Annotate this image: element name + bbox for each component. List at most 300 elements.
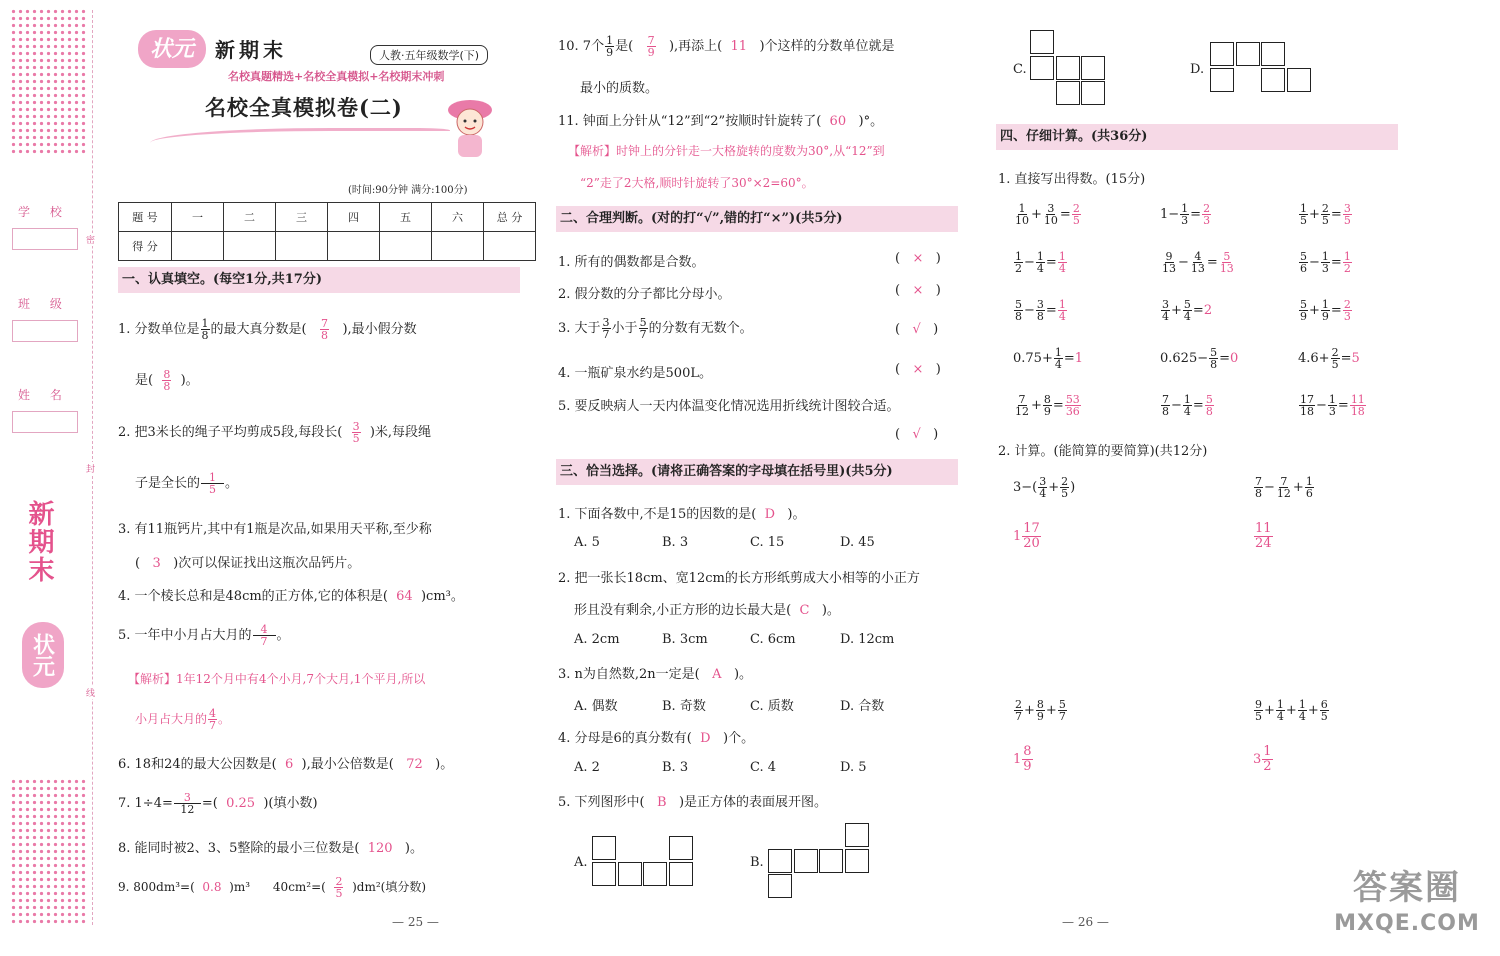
s3-q2-opt-a[interactable]: A. 2cm xyxy=(574,632,620,647)
answer-mark: × xyxy=(912,283,924,298)
side-school-box[interactable] xyxy=(12,228,78,250)
fraction xyxy=(201,318,210,341)
operator: + xyxy=(1309,303,1320,318)
s3-q4-opt-c[interactable]: C. 4 xyxy=(750,760,777,775)
net-c-label: C. xyxy=(1013,62,1027,77)
den: 8 xyxy=(1210,358,1218,371)
score-input[interactable] xyxy=(172,232,224,261)
operator: + xyxy=(1309,207,1320,222)
score-cell: 三 xyxy=(276,203,328,232)
s3-q4-opt-a[interactable]: A. 2 xyxy=(574,760,600,775)
den: 13 xyxy=(1190,262,1205,275)
den: 36 xyxy=(1065,405,1080,418)
s2-mark-2: ( × ) xyxy=(895,283,941,298)
s3-q3-opt-d[interactable]: D. 合数 xyxy=(840,699,885,714)
den: 6 xyxy=(1305,487,1313,500)
s3-q1 xyxy=(558,503,805,522)
num: 1 xyxy=(1058,250,1066,263)
brand-text: 状元 xyxy=(149,36,194,62)
text: 5. 一年中小月占大月的 xyxy=(118,628,252,643)
score-input[interactable] xyxy=(380,232,432,261)
operator: − xyxy=(1309,255,1320,270)
answer-fraction xyxy=(1072,203,1081,226)
answer: 0.25 xyxy=(226,796,256,811)
s3-q3-opt-b[interactable]: B. 奇数 xyxy=(662,699,706,714)
side-name-box[interactable] xyxy=(12,411,78,433)
s2-item-2: 2. 假分数的分子都比分母小。 xyxy=(558,287,731,302)
score-input[interactable] xyxy=(484,232,536,261)
text: 4. 一个棱长总和是48cm的正方体,它的体积是( xyxy=(118,589,388,604)
net-a-figure[interactable] xyxy=(592,836,702,890)
answer: 11 xyxy=(730,39,748,54)
num: 5 xyxy=(1300,250,1307,263)
text: 5. 下列图形中( xyxy=(558,795,645,810)
seal-mark-3: 线 xyxy=(86,686,95,699)
answer: 72 xyxy=(406,757,423,772)
num: 4 xyxy=(253,624,276,636)
operator: − xyxy=(1316,398,1327,413)
watermark xyxy=(1322,866,1492,950)
s1-q6 xyxy=(118,753,453,772)
expr-4-answer xyxy=(1253,745,1274,774)
s3-q4-opt-b[interactable]: B. 3 xyxy=(662,760,689,775)
answer: 5 xyxy=(1351,351,1360,366)
decor-dots-top xyxy=(10,8,88,154)
den: 10 xyxy=(1043,214,1058,227)
text: 小月占大月的 xyxy=(135,712,208,726)
seal-mark-2: 封 xyxy=(86,462,95,475)
text: )。 xyxy=(821,603,840,618)
s1-q5-explanation-line1: 【解析】1年12个月中有4个小月,7个大月,1个平月,所以 xyxy=(128,672,426,686)
den: 4 xyxy=(1058,262,1066,275)
s2-item-4: 4. 一瓶矿泉水约是500L。 xyxy=(558,366,712,381)
den: 4 xyxy=(1298,710,1306,723)
answer-fraction xyxy=(1254,522,1273,551)
den: 3 xyxy=(1343,310,1351,323)
den: 8 xyxy=(1015,310,1022,323)
num: 3 xyxy=(1036,298,1044,311)
num: 2 xyxy=(1072,202,1080,215)
fraction xyxy=(1036,299,1045,322)
score-cell: 六 xyxy=(432,203,484,232)
answer: C xyxy=(799,603,810,618)
answer-fraction xyxy=(1202,203,1211,226)
den: 7 xyxy=(639,328,647,341)
s3-q4 xyxy=(558,727,754,746)
fraction xyxy=(1183,394,1192,417)
calc-item: 1− $\frac{1}{3}$ = $\frac{2}{3}$ xyxy=(1160,202,1211,227)
s1-q11-explanation-line1: 【解析】时钟上的分针走一大格旋转的度数为30°,从“12”到 xyxy=(568,144,885,158)
s3-q1-opt-a[interactable]: A. 5 xyxy=(574,535,600,550)
num: 1 xyxy=(201,317,209,330)
den: 7 xyxy=(1015,710,1022,723)
den: 2 xyxy=(1015,262,1022,275)
num: 1 xyxy=(201,472,224,484)
text: 是( xyxy=(135,373,154,388)
fraction xyxy=(1305,476,1314,499)
calc-item: $\frac{3}{4}$ + $\frac{5}{4}$ =2 xyxy=(1162,298,1213,323)
operator: − xyxy=(1024,255,1035,270)
score-cell: 二 xyxy=(224,203,276,232)
fraction xyxy=(1058,699,1067,722)
fraction xyxy=(639,317,648,340)
score-table-header-row xyxy=(119,203,536,232)
fraction xyxy=(1060,476,1069,499)
num: 1 xyxy=(1321,250,1329,263)
den: 13 xyxy=(1162,262,1176,275)
den: 3 xyxy=(1321,262,1329,275)
num: 1 xyxy=(1328,393,1336,406)
fraction xyxy=(1036,699,1045,722)
fraction xyxy=(1298,699,1307,722)
score-input[interactable] xyxy=(224,232,276,261)
num: 2 xyxy=(1015,698,1022,711)
score-cell: 总 分 xyxy=(484,203,536,232)
s2-item-1: 1. 所有的偶数都是合数。 xyxy=(558,255,705,270)
s1-q8 xyxy=(118,837,423,856)
text: 40cm²=( xyxy=(272,880,326,894)
answer-fraction xyxy=(1022,745,1032,774)
s1-q2-line1 xyxy=(118,421,431,444)
fraction xyxy=(1321,251,1330,274)
answer: 120 xyxy=(367,841,393,856)
den: 5 xyxy=(352,432,360,445)
net-c-figure[interactable] xyxy=(1030,30,1110,110)
expr-2-answer xyxy=(1253,522,1274,551)
num: 7 xyxy=(1255,475,1262,488)
calc-item: $\frac{7}{8}$ − $\frac{1}{4}$ = $\frac{5}{8}$ xyxy=(1162,393,1213,418)
num: 8 xyxy=(1023,744,1032,759)
answer: D xyxy=(700,731,711,746)
text: 3−( xyxy=(1013,480,1038,495)
s3-q1-opt-d[interactable]: D. 45 xyxy=(840,535,875,550)
side-class-label: 班 级 xyxy=(18,297,70,311)
text: 的最大真分数是( xyxy=(210,322,307,337)
den: 8 xyxy=(1162,405,1169,418)
calc-item: $\frac{1}{10}$ + $\frac{3}{10}$ = $\frac{2}{5}$ xyxy=(1015,202,1080,227)
s1-q1-line1 xyxy=(118,318,417,341)
text: )。 xyxy=(733,667,753,682)
time-info: (时间:90分钟 满分:100分) xyxy=(348,185,468,196)
den: 4 xyxy=(1183,405,1191,418)
calc-item: $\frac{9}{13}$ − $\frac{4}{13}$ = $\frac{5}{13}$ xyxy=(1162,250,1234,275)
text: 6. 18和24的最大公因数是( xyxy=(118,757,277,772)
net-b-label: B. xyxy=(750,855,764,870)
num: 17 xyxy=(1023,521,1040,536)
fraction xyxy=(1254,476,1263,499)
score-input[interactable] xyxy=(432,232,484,261)
answer-mark: × xyxy=(912,362,924,377)
num: 2 xyxy=(1331,346,1339,359)
fraction xyxy=(1161,394,1170,417)
answer-fraction xyxy=(1058,299,1067,322)
section-3-title: 三、恰当选择。(请将正确答案的字母填在括号里)(共5分) xyxy=(556,459,958,485)
s1-q11-explanation-line2: “2”走了2大格,顺时针旋转了30°×2=60°。 xyxy=(580,176,814,190)
den: 3 xyxy=(1328,405,1336,418)
den: 8 xyxy=(321,329,329,342)
text: 8. 能同时被2、3、5整除的最小三位数是( xyxy=(118,841,360,856)
num: 53 xyxy=(1065,393,1080,406)
text: 10. 7个 xyxy=(558,39,605,54)
s3-q3 xyxy=(558,663,752,682)
answer-fraction-paren xyxy=(253,624,276,647)
text: =( xyxy=(201,796,218,811)
calc-item: 0.75+ $\frac{1}{4}$ =1 xyxy=(1013,346,1084,371)
text: 4.6+ xyxy=(1298,351,1330,366)
den: 5 xyxy=(1072,214,1080,227)
tagline: 名校真题精选+名校全真模拟+名校期末冲刺 xyxy=(228,70,445,83)
net-a-label: A. xyxy=(574,855,588,870)
num: 7 xyxy=(647,34,655,47)
den: 18 xyxy=(1350,405,1365,418)
s3-q3-opt-a[interactable]: A. 偶数 xyxy=(574,699,618,714)
den: 4 xyxy=(1039,487,1047,500)
answer-fraction xyxy=(1343,203,1352,226)
num: 1 xyxy=(1298,698,1306,711)
s1-q11 xyxy=(558,110,883,129)
text: ),最小假分数 xyxy=(342,322,417,337)
text: 。 xyxy=(218,712,231,726)
answer-fraction xyxy=(1219,251,1235,274)
num: 2 xyxy=(1203,202,1211,215)
answer-fraction-paren xyxy=(174,792,201,815)
den: 9 xyxy=(606,46,614,59)
s3-q2-opt-d[interactable]: D. 12cm xyxy=(840,632,895,647)
text: ),最小公倍数是( xyxy=(301,757,394,772)
seal-mark: 密 xyxy=(86,233,95,246)
den: 4 xyxy=(1183,310,1191,323)
expr-3: $\frac{2}{7}$ + $\frac{8}{9}$ + $\frac{5}{7}$ xyxy=(1015,698,1066,723)
text: 0.75+ xyxy=(1013,351,1053,366)
watermark-title: 答案圈 xyxy=(1353,868,1461,908)
answer-fraction xyxy=(1065,394,1081,417)
score-table-score-row xyxy=(119,232,536,261)
operator: + xyxy=(1031,207,1042,222)
text: 0.625− xyxy=(1160,351,1209,366)
answer-fraction xyxy=(162,369,171,392)
fraction xyxy=(1014,699,1023,722)
answer-fraction xyxy=(647,35,656,58)
den: 4 xyxy=(1276,710,1284,723)
fraction xyxy=(1190,251,1206,274)
fraction xyxy=(1321,203,1330,226)
edition-badge: 人教·五年级数学(下) xyxy=(370,45,488,65)
fraction xyxy=(1014,203,1030,226)
s3-q1-opt-b[interactable]: B. 3 xyxy=(662,535,689,550)
text: 9. 800dm³=( xyxy=(118,880,195,894)
num: 3 xyxy=(1343,202,1351,215)
text: 。 xyxy=(276,628,290,643)
num: 11 xyxy=(1350,393,1365,406)
text: )m³ xyxy=(229,880,251,894)
text: 1. 分数单位是 xyxy=(118,322,200,337)
num: 3 xyxy=(1162,298,1169,311)
den: 3 xyxy=(1181,214,1189,227)
s1-q5 xyxy=(118,624,290,647)
s3-q4-opt-d[interactable]: D. 5 xyxy=(840,760,867,775)
answer-fraction xyxy=(352,421,361,444)
operator: + xyxy=(1171,303,1182,318)
den: 20 xyxy=(1023,536,1040,551)
s2-item-5: 5. 要反映病人一天内体温变化情况选用折线统计图较合适。 xyxy=(558,399,900,414)
answer: 2 xyxy=(1203,303,1213,318)
calc-item: $\frac{5}{8}$ − $\frac{3}{8}$ = $\frac{1}{4}$ xyxy=(1015,298,1066,323)
s3-q1-opt-c[interactable]: C. 15 xyxy=(750,535,785,550)
den: 12 xyxy=(1015,405,1029,418)
fraction xyxy=(1036,251,1045,274)
text: 3. 大于 xyxy=(558,321,601,336)
num: 9 xyxy=(1165,250,1173,263)
answer-fraction-paren xyxy=(201,472,224,495)
s1-q3-line2 xyxy=(135,552,360,571)
series-title: 新期末 xyxy=(215,38,287,62)
s3-q2-opt-b[interactable]: B. 3cm xyxy=(662,632,708,647)
text: )个。 xyxy=(723,731,755,746)
num: 4 xyxy=(1194,250,1202,263)
fraction xyxy=(1299,203,1308,226)
den: 7 xyxy=(260,635,268,648)
fraction xyxy=(1054,347,1063,370)
decor-dots-bottom xyxy=(10,778,88,924)
score-input[interactable] xyxy=(276,232,328,261)
answer-mark: √ xyxy=(912,427,921,442)
side-class-box[interactable] xyxy=(12,320,78,342)
num: 3 xyxy=(174,792,201,804)
score-input[interactable] xyxy=(328,232,380,261)
num: 1 xyxy=(1036,250,1044,263)
den: 9 xyxy=(1321,310,1329,323)
calc-item: $\frac{1}{5}$ + $\frac{2}{5}$ = $\frac{3}{5}$ xyxy=(1300,202,1351,227)
den: 9 xyxy=(1023,759,1032,774)
den: 5 xyxy=(1320,710,1328,723)
num: 7 xyxy=(1280,475,1288,488)
text: ( xyxy=(135,556,141,571)
fraction xyxy=(1161,299,1170,322)
s1-q9 xyxy=(118,876,426,899)
answer: 3 xyxy=(152,556,161,571)
s2-mark-4: ( × ) xyxy=(895,362,941,377)
page-number-left: — 25 — xyxy=(392,915,439,929)
text: )cm³。 xyxy=(420,589,464,604)
section-4-title: 四、仔细计算。(共36分) xyxy=(996,124,1398,150)
net-d-label: D. xyxy=(1190,62,1205,77)
text: 7. 1÷4= xyxy=(118,796,173,811)
num: 1 xyxy=(1276,698,1284,711)
num: 2 xyxy=(1321,202,1329,215)
net-d-figure[interactable] xyxy=(1210,42,1320,98)
s4-part-1-title: 1. 直接写出得数。(15分) xyxy=(998,172,1146,187)
s2-item-3 xyxy=(558,317,753,340)
fraction xyxy=(1299,251,1308,274)
expr-1-answer xyxy=(1013,522,1042,551)
text: )。 xyxy=(404,841,423,856)
fraction xyxy=(1276,476,1292,499)
section-2-title: 二、合理判断。(对的打“√”,错的打“×”)(共5分) xyxy=(556,206,958,232)
num: 5 xyxy=(1223,250,1231,263)
num: 5 xyxy=(1210,346,1218,359)
s3-q3-opt-c[interactable]: C. 质数 xyxy=(750,699,794,714)
num: 1 xyxy=(1183,393,1191,406)
text: ) xyxy=(1070,480,1076,495)
s3-q2-line2 xyxy=(574,599,840,618)
s2-mark-3: ( √ ) xyxy=(895,322,939,337)
answer-fraction xyxy=(1350,394,1366,417)
answer-fraction xyxy=(1343,299,1352,322)
den: 7 xyxy=(602,328,610,341)
s1-q10-line2: 最小的质数。 xyxy=(580,81,659,96)
den: 8 xyxy=(1205,405,1213,418)
num: 5 xyxy=(1183,298,1191,311)
num: 8 xyxy=(1043,393,1051,406)
num: 1 xyxy=(606,34,614,47)
num: 1 xyxy=(1018,202,1026,215)
answer: D xyxy=(764,507,775,522)
brand-badge xyxy=(138,30,206,68)
fraction xyxy=(1276,699,1285,722)
answer-whole: 1 xyxy=(1013,529,1022,544)
answer-mark: √ xyxy=(912,322,921,337)
text: 3. n为自然数,2n一定是( xyxy=(558,667,700,682)
text: 子是全长的 xyxy=(135,476,201,491)
text: ),再添上( xyxy=(668,39,723,54)
fraction xyxy=(1331,347,1340,370)
answer: B xyxy=(657,795,667,810)
num: 1 xyxy=(1321,298,1329,311)
den: 9 xyxy=(1300,310,1307,323)
calc-item: 0.625− $\frac{5}{8}$ =0 xyxy=(1160,346,1239,371)
num: 6 xyxy=(1320,698,1328,711)
fraction xyxy=(1254,699,1263,722)
side-name-label: 姓 名 xyxy=(18,388,70,402)
text: 的分数有无数个。 xyxy=(648,321,753,336)
num: 1 xyxy=(1305,475,1313,488)
fraction xyxy=(1299,299,1308,322)
s1-q4 xyxy=(118,585,464,604)
score-cell: 一 xyxy=(172,203,224,232)
exam-title: 名校全真模拟卷(二) xyxy=(205,95,403,120)
den: 4 xyxy=(1058,310,1066,323)
answer-fraction xyxy=(1022,522,1041,551)
den: 8 xyxy=(201,329,209,342)
den: 5 xyxy=(335,887,343,900)
num: 1 xyxy=(1263,744,1272,759)
answer-whole: 3 xyxy=(1253,752,1262,767)
net-b-figure[interactable] xyxy=(768,823,878,903)
s2-mark-1: ( × ) xyxy=(895,251,941,266)
s3-q2-opt-c[interactable]: C. 6cm xyxy=(750,632,796,647)
num: 5 xyxy=(1300,298,1307,311)
num: 3 xyxy=(1047,202,1055,215)
den: 8 xyxy=(1036,310,1044,323)
fraction xyxy=(1320,699,1329,722)
side-logo-text: 新期末 xyxy=(24,500,54,584)
mascot-icon xyxy=(440,92,500,162)
num: 1 xyxy=(1300,202,1307,215)
num: 1 xyxy=(1058,298,1066,311)
fraction xyxy=(1180,203,1189,226)
s1-q2-line2 xyxy=(135,472,238,495)
calc-item: $\frac{5}{9}$ + $\frac{1}{9}$ = $\frac{2}{3}$ xyxy=(1300,298,1351,323)
score-cell: 四 xyxy=(328,203,380,232)
den: 12 xyxy=(180,803,195,816)
calc-item: 4.6+ $\frac{2}{5}$ =5 xyxy=(1298,346,1360,371)
answer-fraction xyxy=(334,876,343,899)
answer-whole: 1 xyxy=(1013,752,1022,767)
den: 18 xyxy=(1300,405,1314,418)
section-1-title: 一、认真填空。(每空1分,共17分) xyxy=(118,267,520,293)
num: 9 xyxy=(1255,698,1262,711)
s1-q7 xyxy=(118,792,318,815)
